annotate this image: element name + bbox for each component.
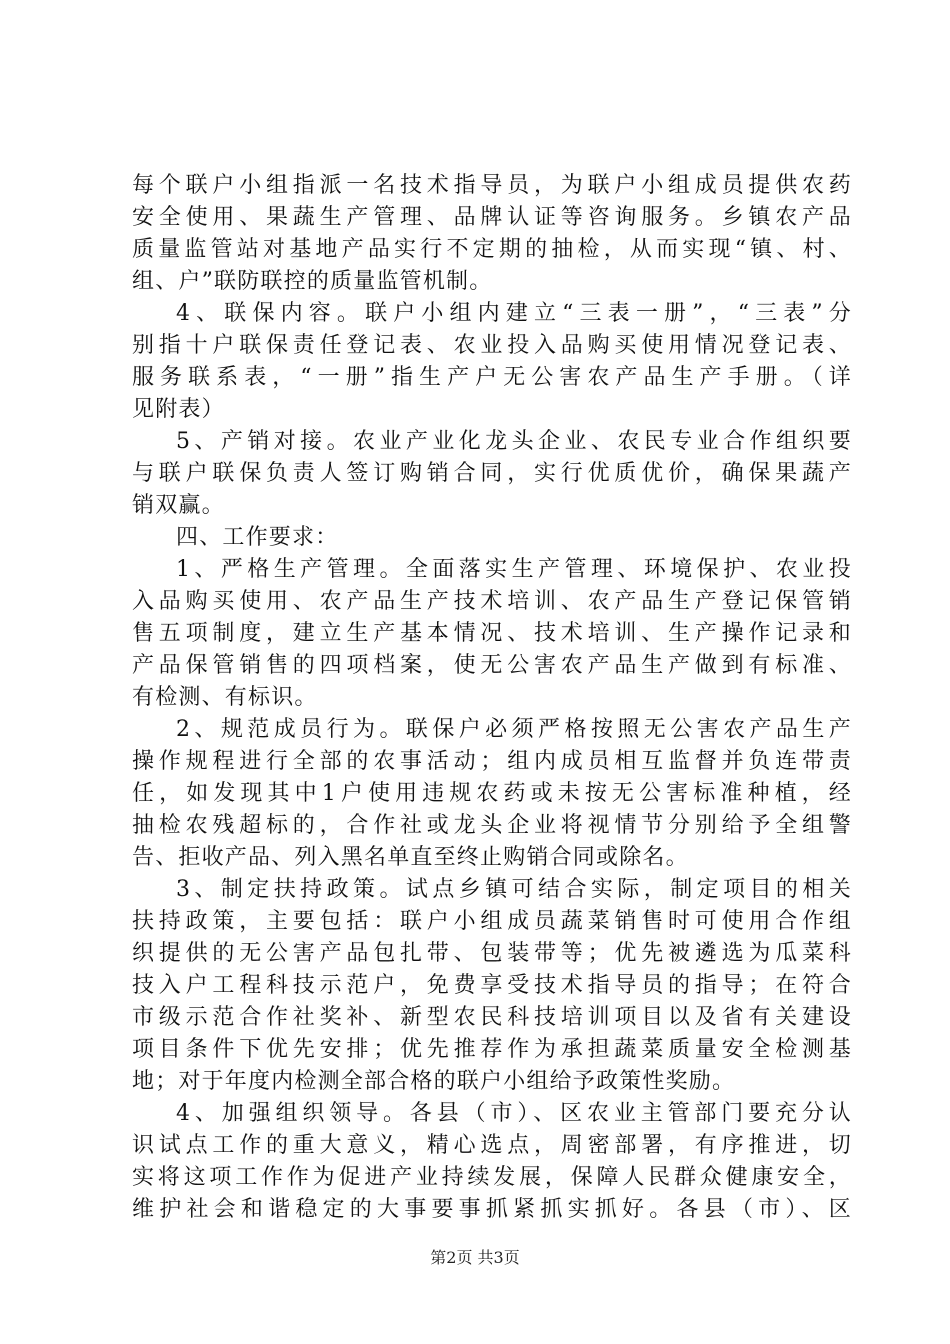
text-line: 安全使用、果蔬生产管理、品牌认证等咨询服务。乡镇农产品: [132, 205, 852, 230]
text-line: 与联户联保负责人签订购销合同，实行优质优价，确保果蔬产: [132, 461, 852, 486]
text-line: 组、户”联防联控的质量监管机制。: [132, 269, 493, 294]
text-line: 别指十户联保责任登记表、农业投入品购买使用情况登记表、: [132, 333, 852, 358]
text-line: 质量监管站对基地产品实行不定期的抽检，从而实现“镇、村、: [132, 237, 852, 262]
text-line: 3、制定扶持政策。试点乡镇可结合实际，制定项目的相关: [176, 877, 852, 902]
text-line: 4、加强组织领导。各县（市）、区农业主管部门要充分认: [176, 1101, 852, 1126]
text-line: 5、产销对接。农业产业化龙头企业、农民专业合作组织要: [176, 429, 852, 454]
text-line: 服务联系表，“一册”指生产户无公害农产品生产手册。（详: [132, 365, 852, 390]
text-line: 扶持政策，主要包括：联户小组成员蔬菜销售时可使用合作组: [132, 909, 852, 934]
text-line: 识试点工作的重大意义，精心选点，周密部署，有序推进，切: [132, 1133, 852, 1158]
text-line: 实将这项工作作为促进产业持续发展，保障人民群众健康安全，: [132, 1165, 852, 1190]
text-line: 告、拒收产品、列入黑名单直至终止购销合同或除名。: [132, 845, 689, 870]
text-line: 2、规范成员行为。联保户必须严格按照无公害农产品生产: [176, 717, 852, 742]
text-line: 织提供的无公害产品包扎带、包装带等；优先被遴选为瓜菜科: [132, 941, 852, 966]
section-heading: 四、工作要求：: [176, 525, 339, 550]
text-line: 1、严格生产管理。全面落实生产管理、环境保护、农业投: [176, 557, 852, 582]
text-line: 每个联户小组指派一名技术指导员，为联户小组成员提供农药: [132, 173, 852, 198]
text-line: 项目条件下优先安排；优先推荐作为承担蔬菜质量安全检测基: [132, 1037, 852, 1062]
text-line: 产品保管销售的四项档案，使无公害农产品生产做到有标准、: [132, 653, 852, 678]
text-line: 地；对于年度内检测全部合格的联户小组给予政策性奖励。: [132, 1069, 736, 1094]
text-line: 市级示范合作社奖补、新型农民科技培训项目以及省有关建设: [132, 1005, 852, 1030]
text-line: 售五项制度，建立生产基本情况、技术培训、生产操作记录和: [132, 621, 852, 646]
text-line: 抽检农残超标的，合作社或龙头企业将视情节分别给予全组警: [132, 813, 852, 838]
text-line: 见附表）: [132, 397, 225, 422]
text-line: 任，如发现其中1户使用违规农药或未按无公害标准种植，经: [132, 781, 852, 806]
page-number-footer: 第2页 共3页: [430, 1248, 520, 1267]
text-line: 4、联保内容。联户小组内建立“三表一册”，“三表”分: [176, 301, 852, 326]
text-line: 有检测、有标识。: [132, 685, 318, 710]
text-line: 销双赢。: [132, 493, 225, 518]
text-line: 操作规程进行全部的农事活动；组内成员相互监督并负连带责: [132, 749, 852, 774]
text-line: 维护社会和谐稳定的大事要事抓紧抓实抓好。各县（市）、区: [132, 1197, 852, 1222]
text-line: 技入户工程科技示范户，免费享受技术指导员的指导；在符合: [132, 973, 852, 998]
text-line: 入品购买使用、农产品生产技术培训、农产品生产登记保管销: [132, 589, 852, 614]
document-body: [132, 170, 852, 1226]
